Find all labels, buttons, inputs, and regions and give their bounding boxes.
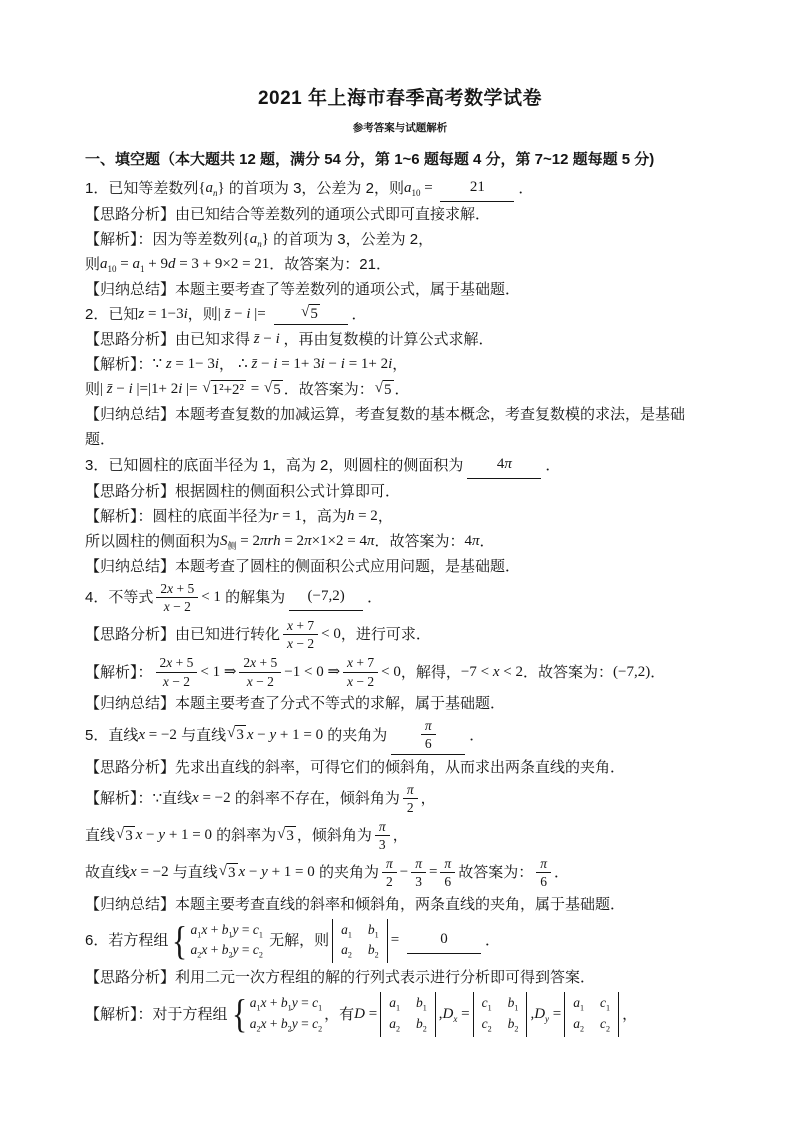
text-run: 【思路分析】先求出直线的斜率，可得它们的倾斜角，从而求出两条直线的夹角． (85, 758, 626, 776)
fraction-denominator: x − 2 (347, 673, 375, 689)
math-run: 4π (496, 456, 512, 472)
text-run: 故答案为： (458, 864, 534, 882)
document-line (85, 479, 715, 504)
text-run: 【思路分析】由已知求得 (85, 331, 251, 348)
math-run: z̄ − i (253, 331, 280, 347)
document-line (85, 402, 715, 427)
math-run: x − y + 1 = 0 (135, 827, 212, 844)
determinant-cell: $c_1$ (481, 995, 492, 1013)
math-run: − (399, 864, 409, 881)
text-run: ． (518, 180, 534, 197)
radical-sign: √ (277, 825, 286, 842)
text-run: 的首项为 3，公差为 2，则 (224, 180, 404, 197)
math-run: x = −2 (138, 726, 177, 743)
square-root (375, 380, 394, 400)
radicand: 3 (125, 827, 133, 844)
text-run: 4．不等式 (85, 589, 154, 607)
math-run: x = −2 (130, 864, 169, 881)
answer-blank (440, 175, 514, 202)
math-run: ∵ z = 1− 3i (152, 356, 219, 372)
fraction (156, 581, 198, 614)
document-body (85, 175, 715, 1039)
math-run: 4π (464, 533, 480, 549)
text-run: ． (479, 533, 495, 550)
document-line (85, 302, 715, 327)
equation-system (230, 991, 323, 1037)
document-line (85, 854, 715, 891)
text-run: ． (394, 381, 410, 398)
determinant-cell: $c_1$ (600, 995, 611, 1013)
text-run: ．故答案为：21． (269, 256, 391, 273)
fraction (403, 782, 418, 815)
text-run: ．故答案为： (522, 663, 613, 681)
text-run: 【思路分析】根据圆柱的侧面积公式计算即可． (85, 483, 401, 500)
radicand: 3 (236, 727, 244, 744)
text-run: ． (545, 457, 561, 474)
text-run: ， (392, 827, 408, 845)
answer-blank (391, 716, 465, 755)
document-line (85, 917, 715, 966)
fraction (411, 856, 426, 889)
text-run: 6．若方程组 (85, 932, 169, 950)
fraction-numerator: x + 7 (343, 655, 378, 672)
fraction-denominator: 3 (415, 874, 422, 890)
document-line (85, 755, 715, 780)
text-run: ， (377, 508, 393, 525)
math-run: $,D_x$ = (438, 1005, 470, 1024)
fraction-numerator: π (421, 718, 436, 735)
text-run: 与直线 (176, 726, 227, 744)
math-run: (−7,2) (307, 588, 345, 605)
system-equation: $a_2x + b_2y = c_2$ (249, 1015, 323, 1034)
text-run: 则 (85, 256, 101, 273)
fraction-numerator: π (382, 856, 397, 873)
math-run: < 0 (381, 663, 401, 680)
square-root (277, 826, 296, 846)
fraction-denominator: 6 (444, 874, 452, 890)
fraction-denominator: x − 2 (162, 673, 191, 689)
math-run: < 1 ⇒ (200, 663, 237, 680)
document-line (85, 352, 715, 377)
document-line (85, 653, 715, 690)
text-run: ． (351, 306, 367, 323)
document-line (85, 892, 715, 917)
text-run: 【解析】：因为等差数列 (85, 231, 243, 248)
document-line (85, 227, 715, 252)
determinant-cell: $b_2$ (507, 1015, 519, 1034)
math-run: r = 1 (272, 508, 302, 524)
text-run: 直线 (85, 827, 116, 845)
square-root (227, 725, 246, 745)
math-run: x − y + 1 = 0 (246, 726, 324, 743)
radical-sign: √ (301, 303, 310, 320)
document-line (85, 377, 715, 402)
text-run: 1．已知等差数列 (85, 180, 199, 197)
radical-sign: √ (202, 379, 211, 396)
determinant-cell: $b_1$ (415, 995, 427, 1013)
text-run: ． (367, 589, 383, 607)
radical-sign: √ (374, 379, 383, 396)
text-run: 题． (85, 431, 116, 448)
document-line (85, 202, 715, 227)
fraction-denominator: x − 2 (287, 636, 315, 652)
fraction-numerator: π (536, 856, 551, 873)
fraction (343, 655, 378, 688)
fraction (536, 856, 551, 889)
document-line (85, 691, 715, 716)
answer-blank (407, 927, 481, 954)
square-root (202, 380, 246, 400)
math-run: x − y + 1 = 0 (238, 864, 315, 881)
text-run: 故直线 (85, 864, 131, 882)
math-run: h = 2 (346, 508, 378, 524)
math-run: −7 < x < 2 (460, 663, 523, 680)
math-run: $\{a_n\}$ (242, 231, 269, 249)
determinant-cell: $a_1$ (389, 995, 400, 1013)
fraction-numerator: 2x + 5 (156, 581, 198, 598)
math-run: $a_{10} = a_1 + 9d = 3 + 9\times 2 = 21$ (100, 256, 270, 274)
math-run: 0 (440, 931, 448, 948)
radicand: 3 (286, 827, 294, 844)
system-brace: { (231, 991, 247, 1037)
square-root (301, 304, 320, 324)
text-run: 【归纳总结】本题考查了圆柱的侧面积公式应用问题，是基础题． (85, 558, 521, 575)
document-line (85, 252, 715, 277)
fraction-numerator: π (411, 856, 426, 873)
text-run: 3．已知圆柱的底面半径为 1，高为 2，则圆柱的侧面积为 (85, 457, 464, 474)
math-run: = (390, 932, 403, 949)
math-run: x = −2 (192, 789, 231, 806)
determinant-cell: $a_1$ (573, 995, 585, 1013)
text-run: ，有 (324, 1005, 355, 1023)
radicand: 3 (228, 865, 236, 882)
math-run: $,D_y$ = (530, 1005, 562, 1024)
fraction-denominator: x − 2 (246, 673, 274, 689)
answer-blank (289, 584, 363, 611)
text-run: ，解得， (400, 663, 461, 681)
radical-sign: √ (227, 725, 236, 742)
text-run: 【思路分析】由已知结合等差数列的通项公式即可直接求解． (85, 206, 491, 223)
document-line (85, 554, 715, 579)
text-run: 5．直线 (85, 726, 139, 744)
determinant-cell: $a_2$ (573, 1015, 585, 1034)
radicand: 5 (273, 381, 281, 398)
radical-sign: √ (116, 825, 125, 842)
radical-sign: √ (218, 863, 228, 880)
document-line (85, 327, 715, 352)
text-run: 【解析】： (85, 356, 153, 373)
answer-blank (274, 304, 348, 326)
math-run: −1 < 0 ⇒ (284, 663, 341, 680)
text-run: ， (219, 356, 239, 373)
document-line (85, 817, 715, 854)
fraction-denominator: 6 (424, 735, 432, 751)
math-run: = (247, 381, 264, 397)
document-line (85, 504, 715, 529)
fraction-numerator: π (375, 819, 390, 836)
math-run: < 1 (201, 589, 221, 606)
fraction-denominator: 6 (540, 874, 547, 890)
fraction (375, 819, 390, 852)
determinant (332, 919, 388, 964)
text-run: 的夹角为 (314, 864, 379, 882)
text-run: 【归纳总结】本题考查复数的加减运算，考查复数的基本概念，考查复数模的求法，是基础 (85, 406, 686, 423)
fraction-numerator: 2x + 5 (239, 655, 281, 672)
determinant (473, 992, 528, 1037)
determinant-cell: $a_2$ (389, 1015, 400, 1034)
fraction-numerator: π (440, 856, 455, 873)
system-equation: $a_2x + b_2y = c_2$ (190, 942, 263, 960)
document-line (85, 452, 715, 479)
system-equation: $a_1x + b_1y = c_1$ (190, 921, 263, 940)
determinant (564, 992, 619, 1037)
math-run: = (428, 864, 438, 881)
determinant-cell: $b_1$ (507, 995, 519, 1013)
system-rows (191, 922, 263, 961)
fraction-denominator: 3 (378, 837, 386, 853)
determinant-cell: $b_2$ (415, 1015, 427, 1034)
determinant-cell: $c_2$ (481, 1015, 492, 1034)
text-run: ．故答案为： (374, 533, 465, 550)
equation-system (170, 917, 263, 963)
text-run: 则 (85, 381, 101, 398)
text-run: 的首项为 3，公差为 2， (268, 231, 434, 248)
radicand: 5 (384, 381, 392, 398)
determinant-cell: $c_2$ (600, 1015, 611, 1034)
text-run: 【解析】： (85, 663, 153, 681)
document-line (85, 529, 715, 554)
determinant-cell: $a_1$ (341, 921, 352, 940)
math-run: (−7,2) (612, 663, 651, 680)
text-run: ，再由复数模的计算公式求解． (283, 331, 494, 348)
text-run: 的夹角为 (323, 726, 388, 744)
system-brace: { (172, 917, 188, 963)
text-run: ． (553, 864, 569, 882)
math-run: $S_侧 = 2\pi rh = 2\pi\times 1\times 2 = 4\pi$ (220, 533, 375, 551)
text-run: 【归纳总结】本题主要考查了等差数列的通项公式，属于基础题． (85, 281, 521, 298)
text-run: 所以圆柱的侧面积为 (85, 533, 221, 550)
math-run: 21 (469, 179, 485, 195)
text-run: ． (484, 932, 500, 950)
fraction-numerator: 2x + 5 (156, 655, 198, 672)
page-subtitle: 参考答案与试题解析 (352, 122, 448, 134)
text-run: 的斜率不存在，倾斜角为 (230, 789, 400, 807)
text-run: 的解集为 (220, 589, 286, 607)
fraction-numerator: x + 7 (283, 618, 318, 635)
document-line (85, 427, 715, 452)
determinant-cell: $a_2$ (341, 942, 352, 960)
square-root (219, 863, 238, 883)
math-run: $\{a_n\}$ (198, 180, 225, 198)
answer-blank (467, 452, 541, 479)
text-run: 【解析】：∵直线 (85, 789, 193, 807)
text-run: 【思路分析】由已知进行转化 (85, 626, 281, 644)
document-line (85, 990, 715, 1039)
text-run: 2．已知 (85, 306, 139, 323)
text-run: 【解析】：圆柱的底面半径为 (85, 508, 273, 525)
document-line (85, 965, 715, 990)
text-run: ，倾斜角为 (296, 827, 372, 845)
determinant (380, 992, 436, 1037)
text-run: ，进行可求． (340, 626, 431, 644)
text-run: ， (622, 1005, 638, 1023)
math-run: | z̄ − i |=|1+ 2i |= (100, 381, 202, 397)
page-title: 2021 年上海市春季高考数学试卷 (257, 88, 543, 109)
math-run: $a_{10}$ = (403, 180, 437, 198)
radicand: 5 (310, 305, 318, 322)
fraction (421, 718, 436, 751)
text-run: ． (650, 663, 666, 681)
text-run: 【思路分析】利用二元一次方程组的解的行列式表示进行分析即可得到答案． (85, 969, 596, 987)
fraction (283, 618, 318, 651)
radicand: 1²+2² (211, 381, 245, 398)
fraction-denominator: 2 (385, 874, 393, 890)
fraction (239, 655, 281, 688)
text-run: ． (469, 726, 485, 744)
document-line (85, 616, 715, 653)
text-run: ， (420, 789, 436, 807)
math-run: ∴ z̄ − i = 1+ 3i − i = 1+ 2i (238, 356, 393, 372)
determinant-cell: $b_1$ (367, 921, 379, 940)
document-line (85, 716, 715, 755)
text-run: 的斜率为 (211, 827, 277, 845)
fraction-denominator: 2 (406, 799, 414, 815)
math-run: D = (354, 1005, 378, 1022)
system-equation: $a_1x + b_1y = c_1$ (249, 995, 323, 1013)
square-root (116, 826, 135, 846)
text-run: 【归纳总结】本题主要考查直线的斜率和倾斜角，两条直线的夹角，属于基础题． (85, 895, 626, 913)
system-rows (250, 995, 322, 1034)
fraction (156, 655, 198, 688)
text-run: 【解析】：对于方程组 (85, 1005, 228, 1023)
fraction (440, 856, 455, 889)
square-root (264, 380, 283, 400)
text-run: 【归纳总结】本题主要考查了分式不等式的求解，属于基础题． (85, 694, 506, 712)
fraction (382, 856, 397, 889)
document-line (85, 579, 715, 616)
text-run: 与直线 (168, 864, 218, 882)
determinant-cell: $b_2$ (367, 942, 379, 960)
document-line (85, 780, 715, 817)
fraction-numerator: π (403, 782, 418, 799)
text-run: ．故答案为： (283, 381, 374, 398)
text-run: 无解，则 (264, 932, 330, 950)
math-run: < 0 (321, 626, 341, 643)
document-line (85, 277, 715, 302)
radical-sign: √ (264, 379, 273, 396)
math-run: | z̄ − i |= (217, 306, 270, 322)
document-line (85, 175, 715, 202)
fraction-denominator: x − 2 (163, 599, 191, 615)
section-heading: 一、填空题（本大题共 12 题，满分 54 分，第 1~6 题每题 4 分，第 7~12 题每题 5 分) (85, 151, 655, 168)
math-run: z = 1−3i (138, 306, 188, 322)
text-run: ， (392, 356, 408, 373)
text-run: ，则 (187, 306, 218, 323)
text-run: ，高为 (301, 508, 347, 525)
